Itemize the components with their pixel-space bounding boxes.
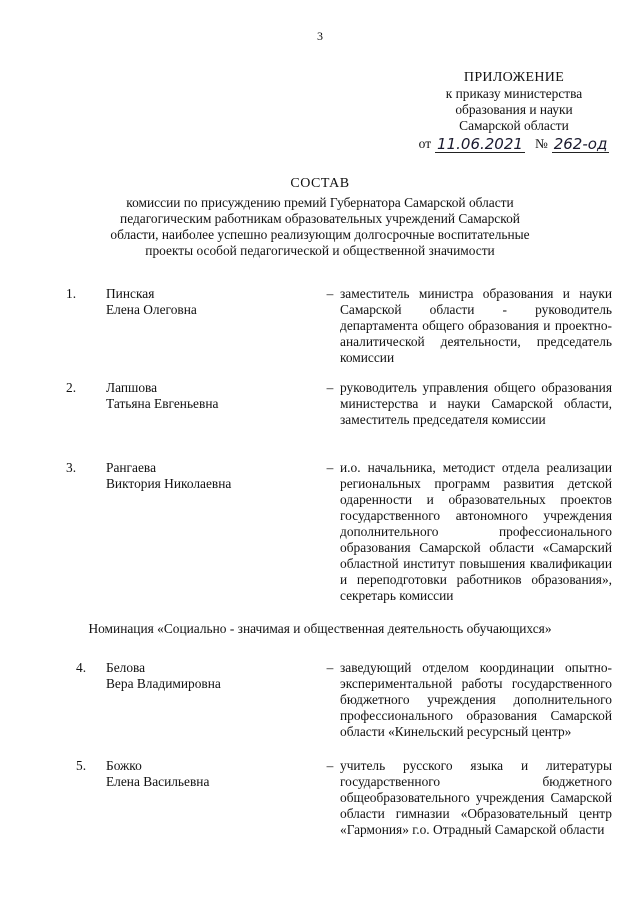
- dash: –: [326, 286, 334, 301]
- dash: –: [326, 660, 334, 675]
- member-given-names: Виктория Николаевна: [106, 476, 232, 491]
- number-prefix: №: [534, 136, 548, 151]
- dash: –: [326, 380, 334, 395]
- member-name: [106, 660, 320, 740]
- member-surname: Пинская: [106, 286, 155, 301]
- member-given-names: Вера Владимировна: [106, 676, 221, 691]
- member-number: 1.: [66, 286, 77, 301]
- appendix-block: [414, 70, 614, 153]
- title-line: проекты особой педагогической и общественной значимости: [145, 243, 495, 258]
- member-position: руководитель управления общего образования министерства и науки Самарской области, заместитель председателя комиссии: [340, 380, 612, 427]
- member-entry: [66, 380, 612, 428]
- member-surname: Лапшова: [106, 380, 158, 395]
- appendix-line: образования и науки: [455, 102, 573, 117]
- member-entry: [66, 460, 612, 604]
- member-entry: [66, 758, 612, 838]
- member-name: [106, 758, 320, 838]
- document-title: [0, 176, 640, 259]
- member-position: заместитель министра образования и науки Самарской области - руководитель департамента общего образования и проектно-аналитической деятельности, председатель комиссии: [340, 286, 612, 365]
- member-position: и.о. начальника, методист отдела реализации региональных программ развития детской одаренности и образовательных проектов государственного автономного учреждения дополнительного профессионального образования Самарской области «Самарский областной институт повышения квалификации и переподготовки работников образования», секретарь комиссии: [340, 460, 612, 603]
- member-number: 3.: [66, 460, 77, 475]
- nomination-heading: Номинация «Социально - значимая и общественная деятельность обучающихся»: [88, 621, 552, 636]
- member-given-names: Татьяна Евгеньевна: [106, 396, 219, 411]
- title-line: комиссии по присуждению премий Губернатора Самарской области: [126, 195, 514, 210]
- member-given-names: Елена Олеговна: [106, 302, 197, 317]
- title-line: педагогическим работникам образовательных учреждений Самарской: [120, 211, 520, 226]
- member-name: [106, 380, 320, 428]
- order-date-number-line: [414, 136, 614, 153]
- member-entry: [66, 660, 612, 740]
- member-number: 4.: [76, 660, 87, 675]
- order-date: 11.06.2021: [437, 135, 523, 153]
- order-number: 262-од: [553, 135, 608, 153]
- member-surname: Белова: [106, 660, 146, 675]
- appendix-line: Самарской области: [459, 118, 569, 133]
- title-line: области, наиболее успешно реализующим долгосрочные воспитательные: [110, 227, 530, 242]
- dash: –: [326, 758, 334, 773]
- member-name: [106, 460, 320, 604]
- member-position: учитель русского языка и литературы государственного бюджетного общеобразовательного учреждения Самарской области гимназии «Образовательный центр «Гармония» г.о. Отрадный Самарской области: [340, 758, 612, 837]
- member-number: 2.: [66, 380, 77, 395]
- date-prefix: от: [418, 136, 432, 151]
- member-name: [106, 286, 320, 366]
- page-number: 3: [317, 29, 323, 43]
- member-surname: Божко: [106, 758, 142, 773]
- appendix-line: к приказу министерства: [445, 86, 583, 101]
- member-number: 5.: [76, 758, 87, 773]
- dash: –: [326, 460, 334, 475]
- member-entry: [66, 286, 612, 366]
- appendix-heading: ПРИЛОЖЕНИЕ: [463, 70, 565, 85]
- member-given-names: Елена Васильевна: [106, 774, 210, 789]
- title-heading: СОСТАВ: [290, 176, 350, 191]
- member-surname: Рангаева: [106, 460, 157, 475]
- member-position: заведующий отделом координации опытно-экспериментальной работы государственного бюджетного учреждения дополнительного профессионального образования Самарской области «Кинельский ресурсный центр»: [340, 660, 612, 739]
